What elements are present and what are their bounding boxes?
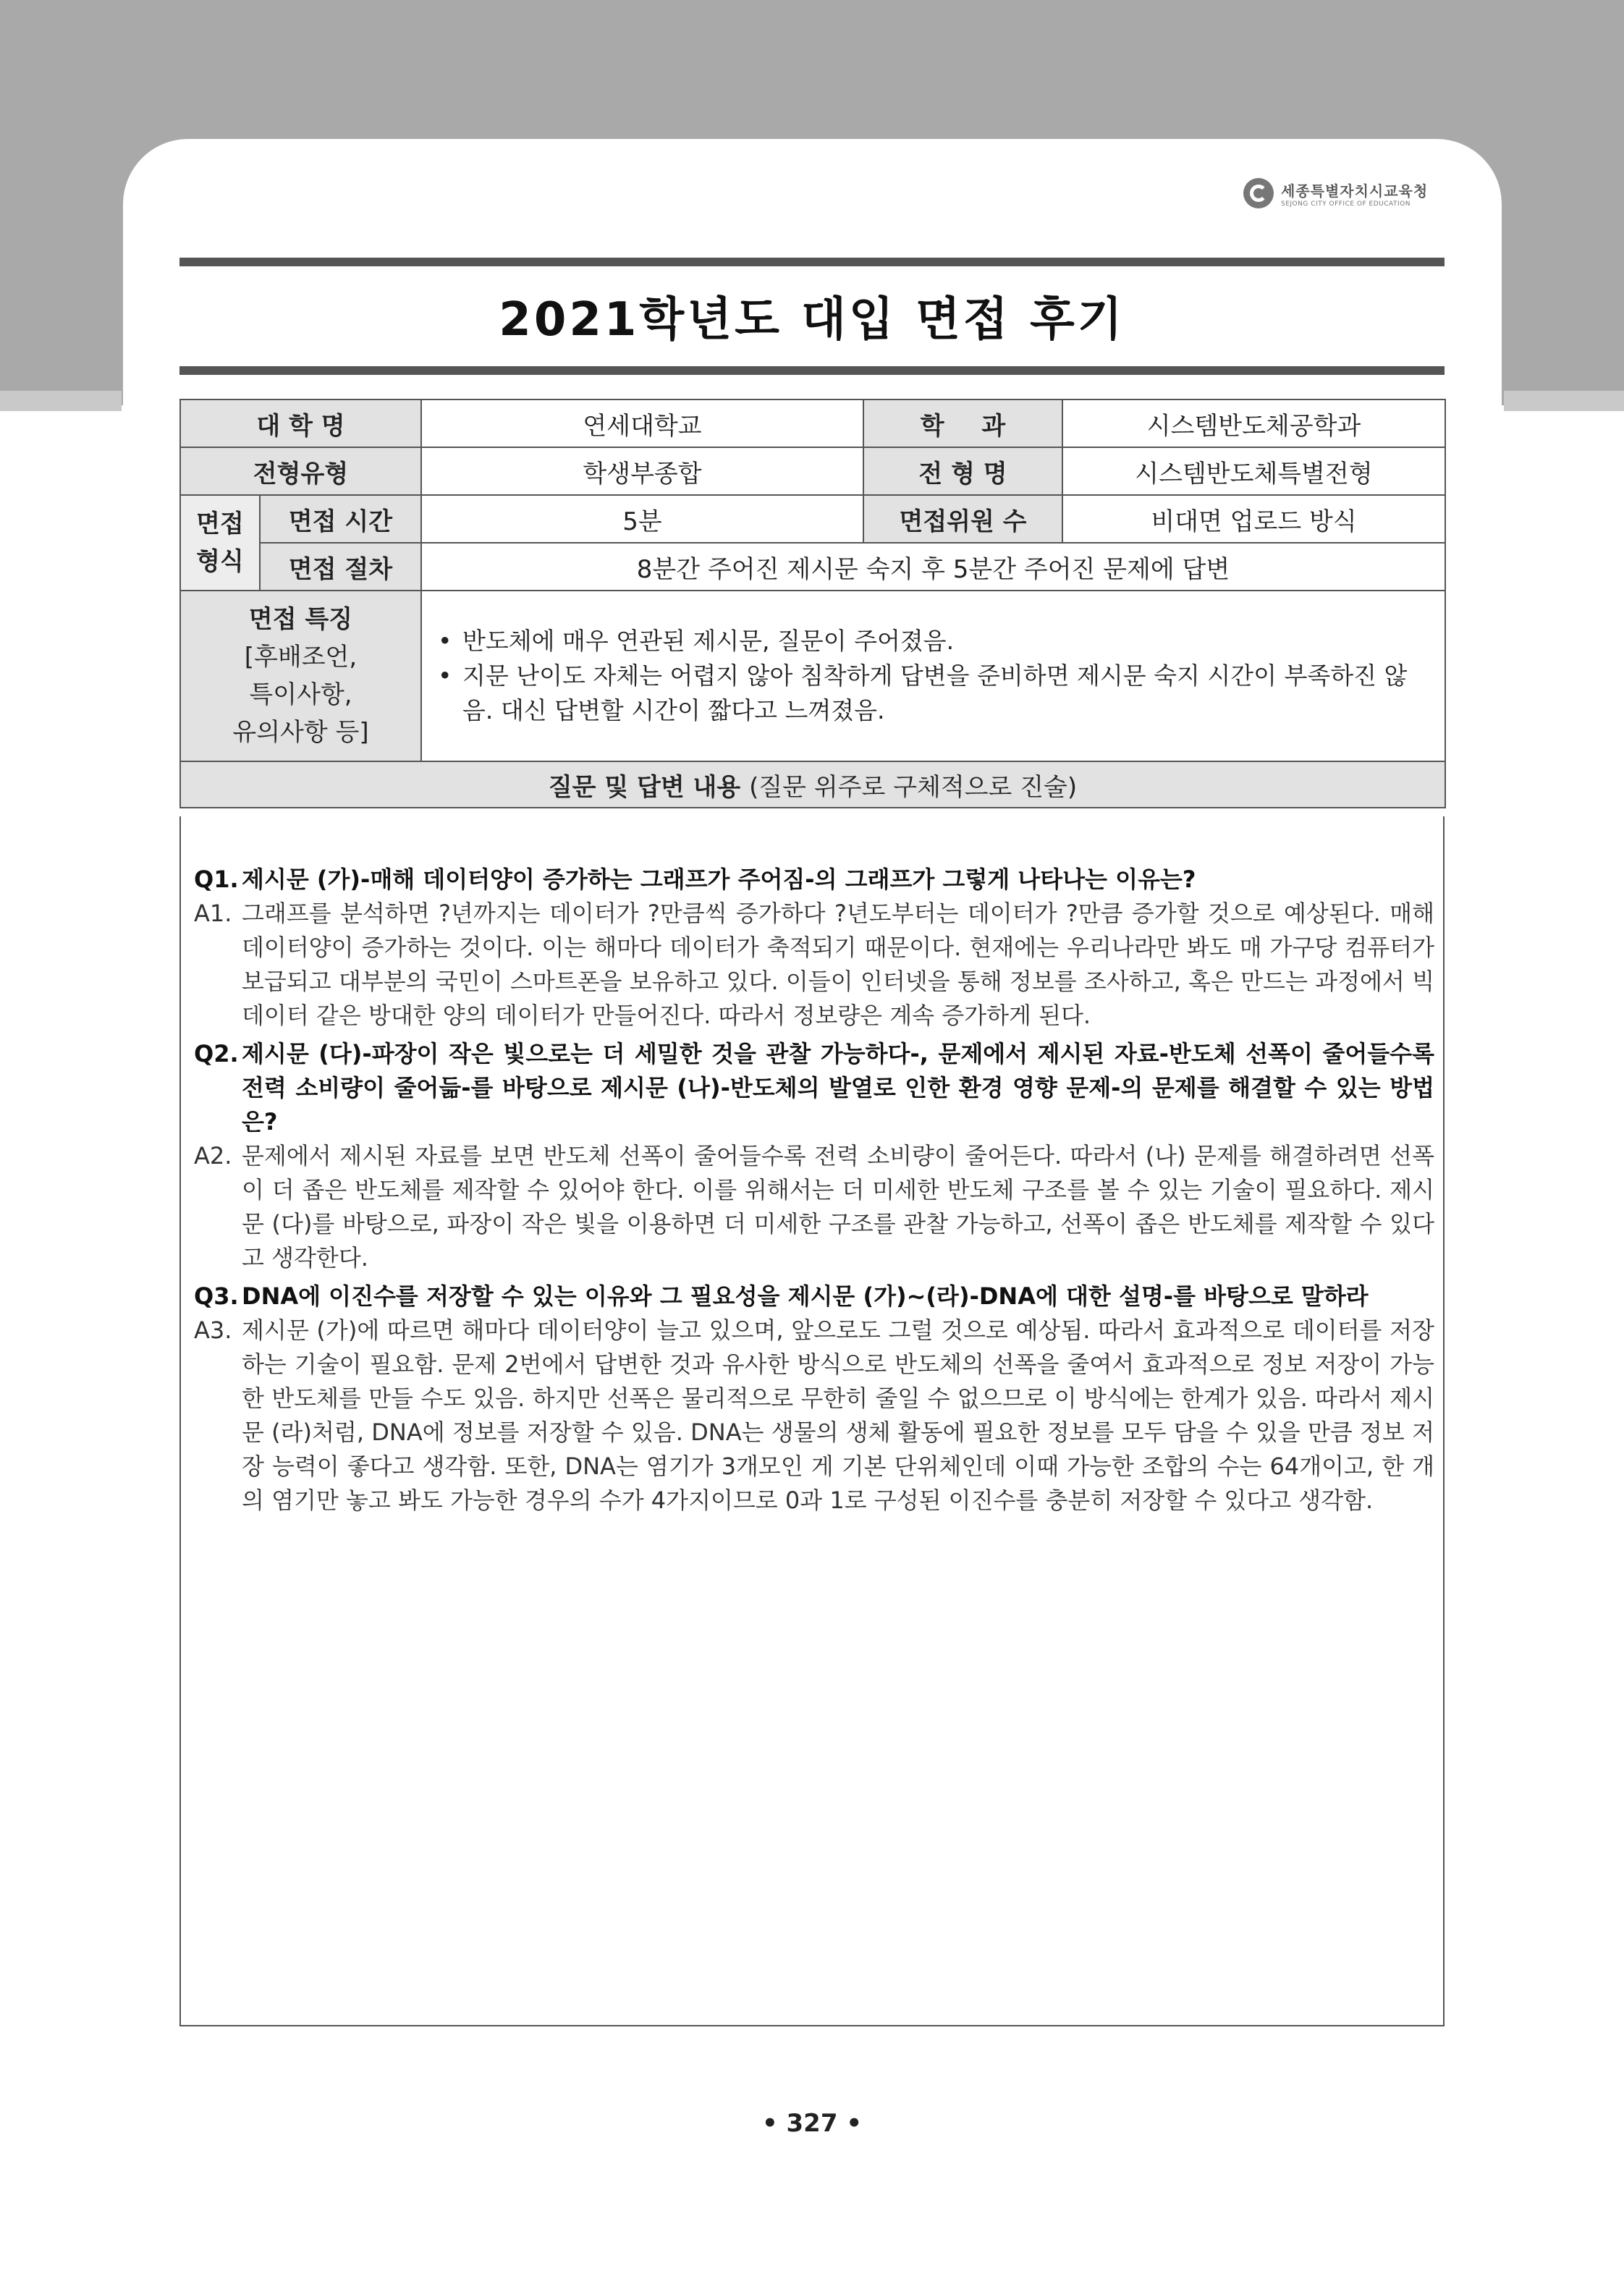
answer-text: 제시문 (가)에 따르면 해마다 데이터양이 늘고 있으며, 앞으로도 그럴 것으로 예상됨. 따라서 효과적으로 데이터를 저장하는 기술이 필요함. 문제 2번에서 답변한 것과 유사한 방식으로 반도체의 선폭을 줄여서 효과적으로 정보 저장이 가능한 반도체를 만들 수도 있음. 하지만 선폭은 물리적으로 무한히 줄일 수 없으므로 이 방식에는 한계가 있음. 따라서 제시문 (라)처럼, DNA에 정보를 저장할 수 있음. DNA는 생물의 생체 활동에 필요한 정보를 모두 담을 수 있을 만큼 정보 저장 능력이 좋다고 생각함. 또한, DNA는 염기가 3개모인 게 기본 단위체인데 이때 가능한 조합의 수는 64개이고, 한 개의 염기만 놓고 봐도 가능한 경우의 수가 4가지이므로 0과 1로 구성된 이진수를 충분히 저장할 수 있다고 생각함. [242,1316,1434,1514]
question [194,863,1434,897]
question-text: DNA에 이진수를 저장할 수 있는 이유와 그 필요성을 제시문 (가)~(라)-DNA에 대한 설명-를 바탕으로 말하라 [242,1282,1369,1310]
track-label: 전 형 명 [863,447,1062,495]
title-rule-bottom [179,366,1445,375]
feature-content [421,591,1445,761]
proc-value: 8분간 주어진 제시문 숙지 후 5분간 주어진 문제에 답변 [421,543,1445,591]
info-table [179,399,1446,808]
proc-label: 면접 절차 [260,543,421,591]
dept-label: 학 과 [863,399,1062,447]
time-label: 면접 시간 [260,495,421,543]
track-value: 시스템반도체특별전형 [1062,447,1445,495]
feature-label [180,591,421,761]
format-label-line1: 면접 [196,510,244,538]
question-tag: Q2. [194,1040,239,1067]
answer [194,1139,1434,1275]
page-number: • 327 • [761,2109,863,2138]
qa-item-2 [194,1037,1434,1275]
univ-label: 대 학 명 [180,399,421,447]
question [194,1037,1434,1139]
qa-content [194,863,1434,1522]
emblem-icon [1243,178,1274,208]
feature-label-line2: [후배조언, [244,643,358,672]
page-title: 2021학년도 대입 면접 후기 [499,293,1125,347]
left-stripe [0,391,122,411]
format-label-line2: 형식 [196,547,244,576]
question-text: 제시문 (가)-매해 데이터양이 증가하는 그래프가 주어짐-의 그래프가 그렇게 나타나는 이유는? [242,866,1196,893]
qa-item-3 [194,1280,1434,1518]
panel-value: 비대면 업로드 방식 [1062,495,1445,543]
qa-header [180,761,1445,808]
feature-label-line4: 유의사항 등] [232,718,369,747]
question [194,1280,1434,1314]
format-label [180,495,260,591]
question-tag: Q3. [194,1282,239,1310]
dept-value: 시스템반도체공학과 [1062,399,1445,447]
question-text: 제시문 (다)-파장이 작은 빛으로는 더 세밀한 것을 관찰 가능하다-, 문제에서 제시된 자료-반도체 선폭이 줄어들수록 전력 소비량이 줄어듦-를 바탕으로 제시문 (나)-반도체의 발열로 인한 환경 영향 문제-의 문제를 해결할 수 있는 방법은? [242,1040,1434,1136]
answer-tag: A1. [194,900,232,927]
type-value: 학생부종합 [421,447,863,495]
question-tag: Q1. [194,866,239,893]
feature-label-line3: 특이사항, [249,680,352,709]
feature-list [422,624,1445,728]
logo [1243,178,1428,208]
qa-header-title: 질문 및 답변 내용 [548,772,741,802]
feature-item: • 지문 난이도 자체는 어렵지 않아 침착하게 답변을 준비하면 제시문 숙지 시간이 부족하진 않음. 대신 답변할 시간이 짧다고 느껴졌음. [438,659,1431,728]
right-stripe [1504,391,1624,411]
answer [194,897,1434,1033]
qa-header-note: (질문 위주로 구체적으로 진술) [749,772,1078,802]
answer-text: 그래프를 분석하면 ?년까지는 데이터가 ?만큼씩 증가하다 ?년도부터는 데이터가 ?만큼 증가할 것으로 예상된다. 매해 데이터양이 증가하는 것이다. 이는 해마다 데이터가 축적되기 때문이다. 현재에는 우리나라만 봐도 매 가구당 컴퓨터가 보급되고 대부분의 국민이 스마트폰을 보유하고 있다. 이들이 인터넷을 통해 정보를 조사하고, 혹은 만드는 과정에서 빅데이터 같은 방대한 양의 데이터가 만들어진다. 따라서 정보량은 계속 증가하게 된다. [242,900,1434,1029]
univ-value: 연세대학교 [421,399,863,447]
time-value: 5분 [421,495,863,543]
answer-text: 문제에서 제시된 자료를 보면 반도체 선폭이 줄어들수록 전력 소비량이 줄어든다. 따라서 (나) 문제를 해결하려면 선폭이 더 좁은 반도체를 제작할 수 있어야 한다. 이를 위해서는 더 미세한 반도체 구조를 볼 수 있는 기술이 필요하다. 제시문 (다)를 바탕으로, 파장이 작은 빛을 이용하면 더 미세한 구조를 관찰 가능하고, 선폭이 좁은 반도체를 제작할 수 있다고 생각한다. [242,1142,1434,1272]
logo-text-kr: 세종특별자치시교육청 [1281,182,1429,200]
answer-tag: A3. [194,1316,232,1344]
logo-text-en: SEJONG CITY OFFICE OF EDUCATION [1281,200,1411,208]
answer-tag: A2. [194,1142,232,1170]
feature-item: • 반도체에 매우 연관된 제시문, 질문이 주어졌음. [438,624,1431,659]
answer [194,1314,1434,1518]
type-label: 전형유형 [180,447,421,495]
title-rule-top [179,258,1445,266]
qa-item-1 [194,863,1434,1033]
panel-label: 면접위원 수 [863,495,1062,543]
feature-label-line1: 면접 특징 [248,605,353,634]
